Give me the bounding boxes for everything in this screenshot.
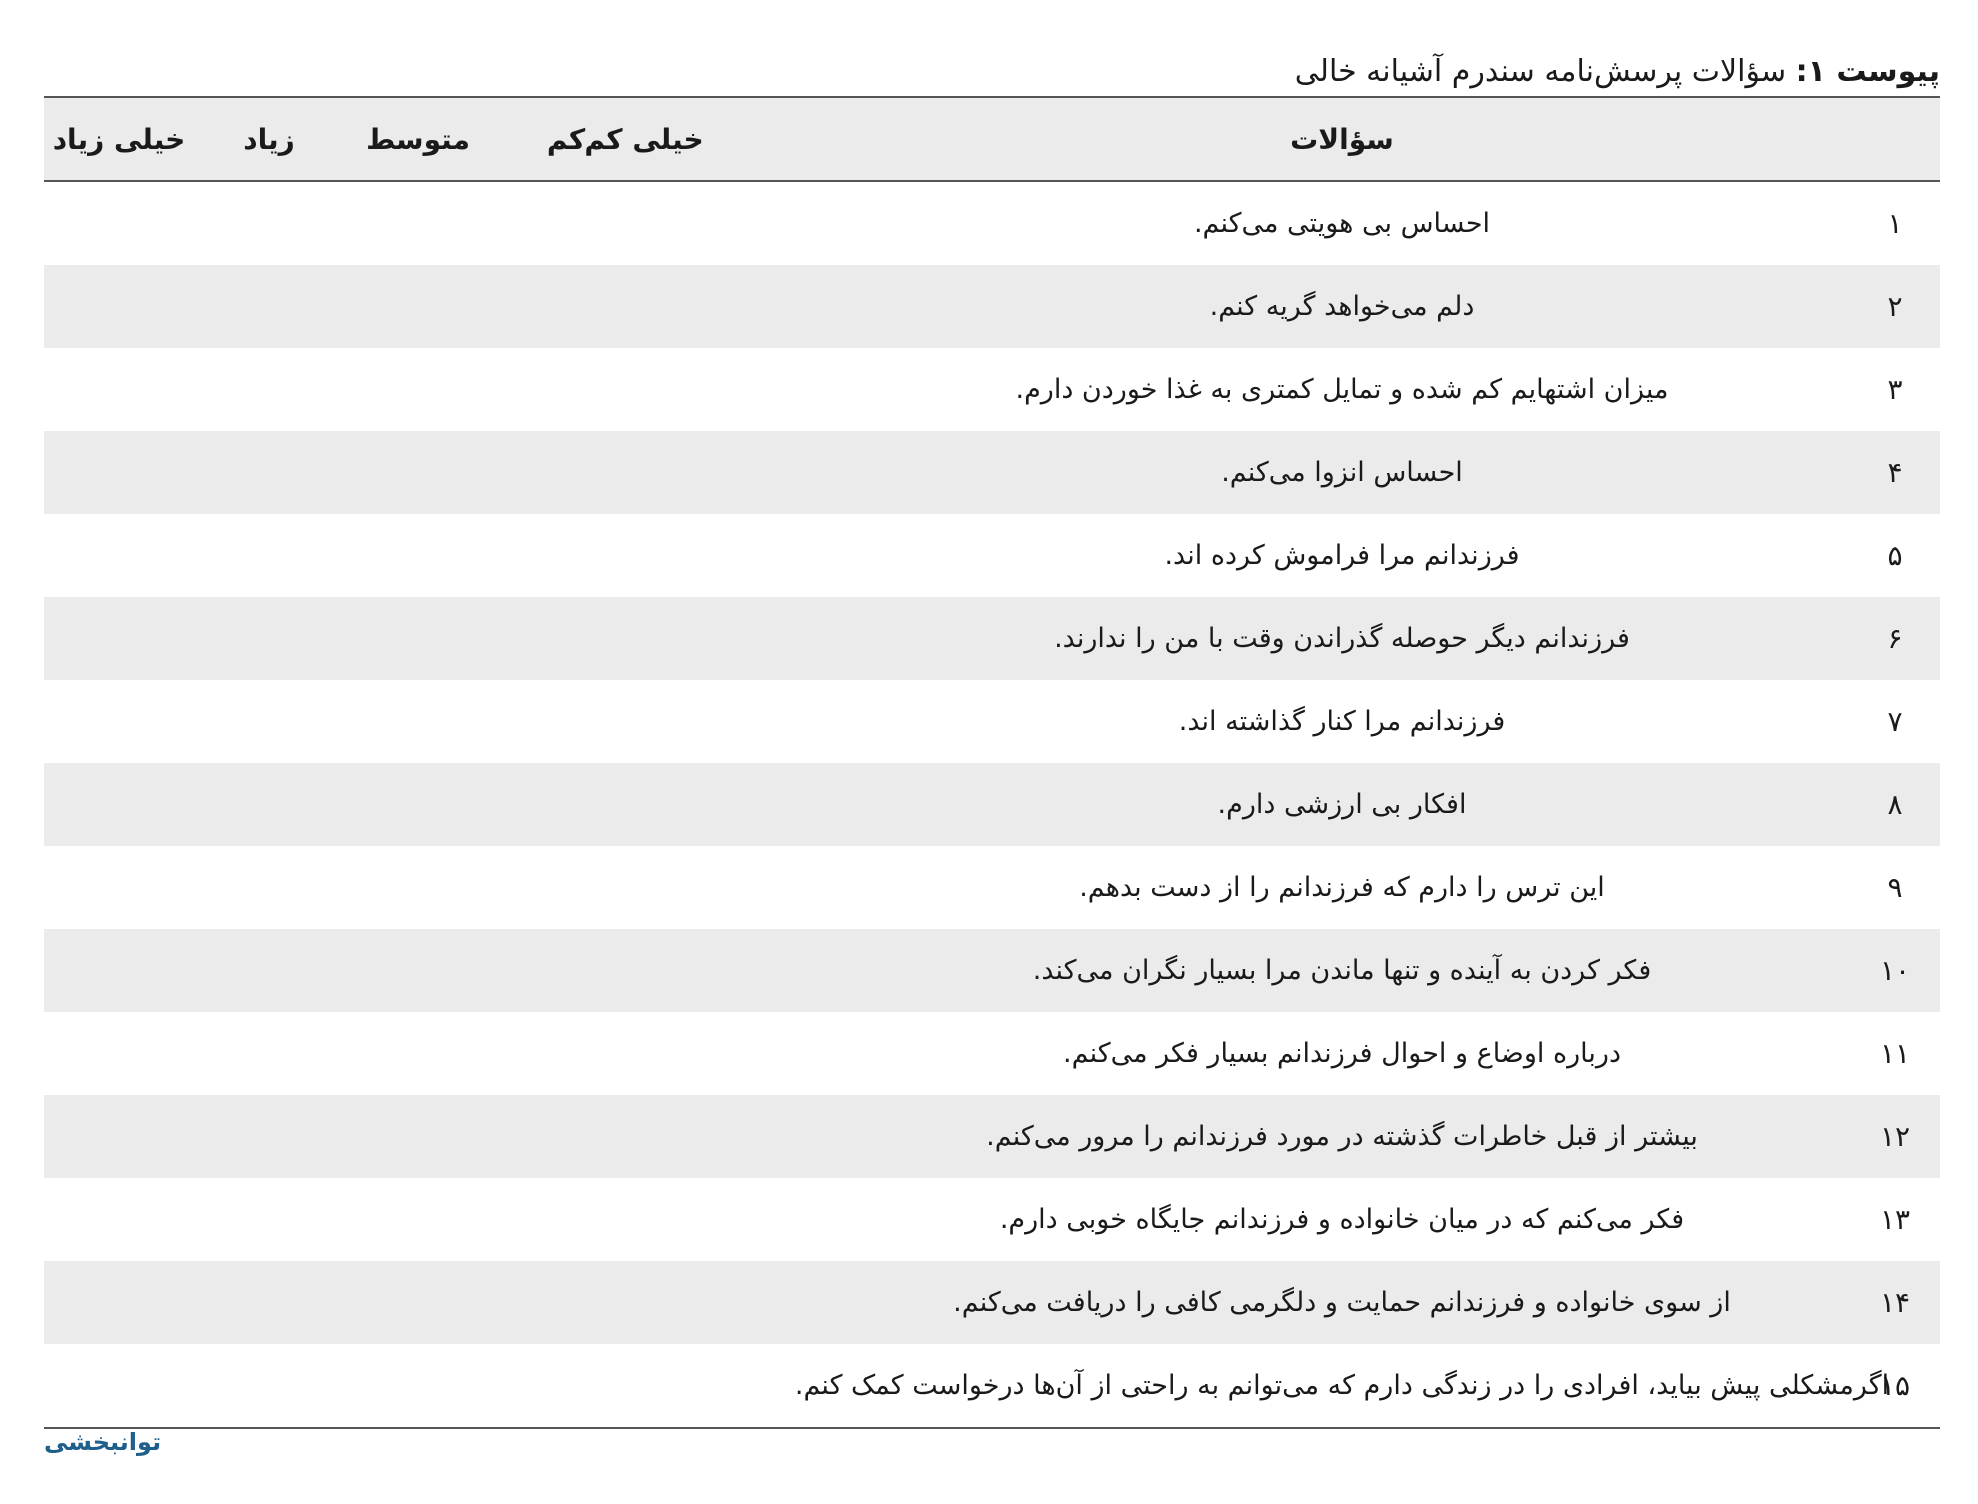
question-text: فرزندانم مرا فراموش کرده اند. [1164,540,1520,571]
header-very-low: خیلی کم [584,122,704,156]
journal-logo: توانبخشی [44,1428,162,1456]
header-low: کم [546,122,586,156]
row-number: ۱۰ [1879,954,1911,987]
question-text: فکر می‌کنم که در میان خانواده و فرزندانم جایگاه خوبی دارم. [999,1204,1685,1235]
header-high: زیاد [243,122,295,156]
table-row [44,846,1940,929]
header-questions: سؤالات [1290,122,1394,156]
caption-label: پیوست ۱: [1795,54,1940,89]
row-number: ۵ [1887,539,1903,572]
question-text: بیشتر از قبل خاطرات گذشته در مورد فرزندانم را مرور می‌کنم. [986,1121,1698,1152]
table-row [44,597,1940,680]
row-number: ۷ [1887,705,1903,738]
header-very-high: خیلی زیاد [52,122,186,156]
table-row [44,514,1940,597]
row-number: ۱ [1887,207,1903,240]
question-text: دلم می‌خواهد گریه کنم. [1209,291,1475,322]
question-text: احساس بی هویتی می‌کنم. [1193,208,1491,239]
question-text: فکر کردن به آینده و تنها ماندن مرا بسیار نگران می‌کند. [1032,955,1652,986]
row-number: ۹ [1887,871,1903,904]
question-text: افکار بی ارزشی دارم. [1217,789,1467,820]
caption-text: سؤالات پرسش‌نامه سندرم آشیانه خالی [1294,54,1796,89]
table-row [44,929,1940,1012]
table-row [44,1095,1940,1178]
table-caption [1295,50,1940,94]
row-number: ۸ [1887,788,1903,821]
row-number: ۴ [1887,456,1903,489]
row-number: ۱۴ [1879,1286,1911,1319]
question-text: درباره اوضاع و احوال فرزندانم بسیار فکر می‌کنم. [1063,1038,1621,1069]
table-row [44,763,1940,846]
question-text: احساس انزوا می‌کنم. [1221,457,1463,488]
table-row [44,1178,1940,1261]
question-text: از سوی خانواده و فرزندانم حمایت و دلگرمی کافی را دریافت می‌کنم. [953,1287,1731,1318]
row-number: ۶ [1887,622,1903,655]
document-page [44,0,1940,1504]
table-header-row [44,98,1940,182]
table-row [44,1012,1940,1095]
row-number: ۱۳ [1879,1203,1911,1236]
table-row [44,431,1940,514]
question-text: این ترس را دارم که فرزندانم را از دست بدهم. [1079,872,1605,903]
question-text: فرزندانم مرا کنار گذاشته اند. [1178,706,1506,737]
table-row [44,1344,1940,1427]
questionnaire-table [44,96,1940,1429]
table-row [44,265,1940,348]
table-row [44,1261,1940,1344]
question-text: فرزندانم دیگر حوصله گذراندن وقت با من را ندارند. [1054,623,1630,654]
row-number: ۱۲ [1879,1120,1911,1153]
row-number: ۲ [1887,290,1903,323]
header-medium: متوسط [366,122,470,156]
table-row [44,182,1940,265]
question-text: میزان اشتهایم کم شده و تمایل کمتری به غذا خوردن دارم. [1015,374,1669,405]
table-row [44,348,1940,431]
table-row [44,680,1940,763]
question-text: اگرمشکلی پیش بیاید، افرادی را در زندگی دارم که می‌توانم به راحتی از آن‌ها درخواست کمک کنم. [794,1370,1890,1401]
row-number: ۱۵ [1879,1369,1911,1402]
row-number: ۳ [1887,373,1903,406]
row-number: ۱۱ [1879,1037,1911,1070]
